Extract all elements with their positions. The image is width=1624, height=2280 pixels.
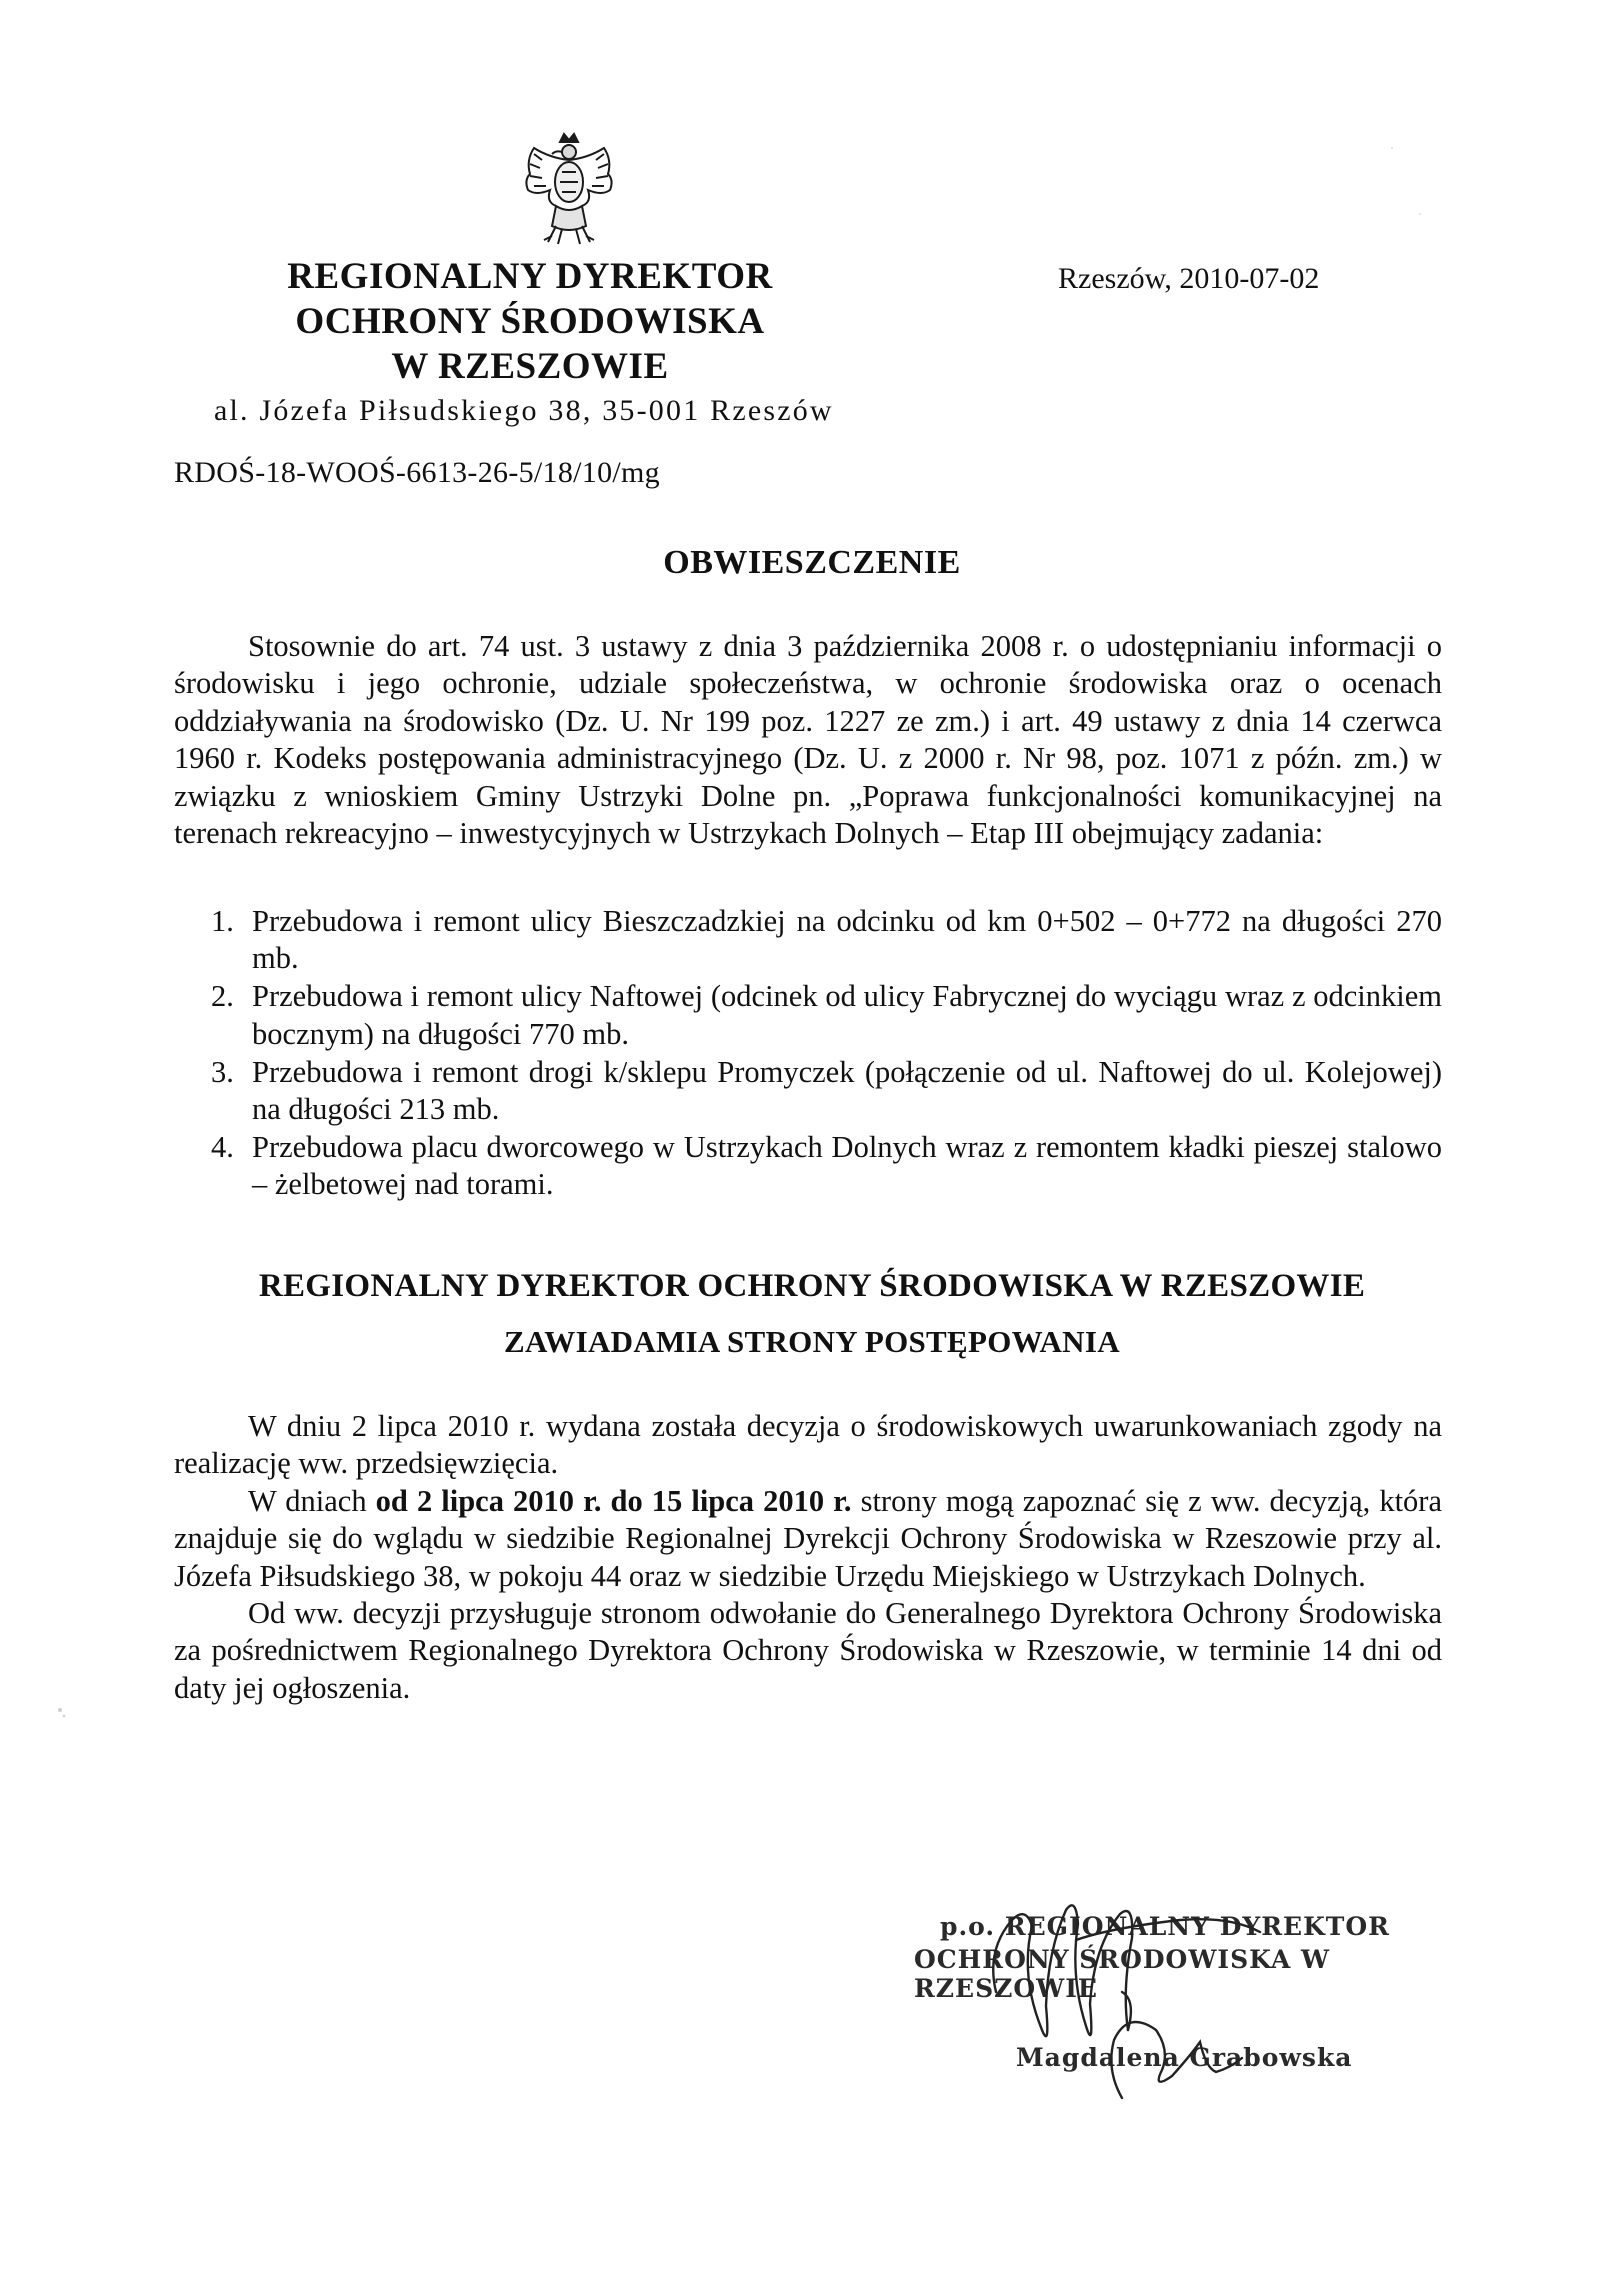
reference-number: RDOŚ-18-WOOŚ-6613-26-5/18/10/mg <box>174 456 660 489</box>
inspection-details: strony mogą zapoznać się z ww. decyzją, która znajduje się do wglądu w siedzibie Regionalnej Dyrekcji Ochrony Środowiska w Rzeszowie przy al. Józefa Piłsudskiego 38, w pokoju 44 oraz w siedzibie Urzędu Miejskiego w Ustrzykach Dolnych. <box>174 1483 1443 1593</box>
list-item-text: Przebudowa i remont ulicy Bieszczadzkiej na odcinku od km 0+502 – 0+772 na długości 270 mb. <box>252 904 1442 976</box>
polish-eagle-emblem-icon <box>516 130 622 248</box>
stamp-title-line: p.o. REGIONALNY DYREKTOR <box>940 1912 1390 1941</box>
appeal-paragraph: Od ww. decyzji przysługuje stronom odwołanie do Generalnego Dyrektora Ochrony Środowiska za pośrednictwem Regionalnego Dyrektora Ochrony Środowiska w Rzeszowie, w terminie 14 dni od daty jej ogłoszenia. <box>174 1596 1442 1705</box>
list-item <box>174 1054 1442 1129</box>
authority-line-3: W RZESZOWIE <box>391 346 669 387</box>
inspection-period: od 2 lipca 2010 r. do 15 lipca 2010 r. <box>375 1483 852 1518</box>
authority-address: al. Józefa Piłsudskiego 38, 35-001 Rzeszów <box>214 394 834 427</box>
list-item <box>174 1129 1442 1204</box>
handwritten-signature <box>900 1880 1420 2110</box>
notice-body <box>174 1408 1442 1707</box>
stamp-authority-line: OCHRONY ŚRODOWISKA W RZESZOWIE <box>914 1945 1331 2003</box>
list-item <box>174 903 1442 978</box>
issuing-authority <box>250 254 810 389</box>
document-title: OBWIESZCZENIE <box>663 544 961 581</box>
intro-paragraph: Stosownie do art. 74 ust. 3 ustawy z dnia 3 października 2008 r. o udostępnianiu informacji o środowisku i jego ochronie, udziale społeczeństwa, w ochronie środowiska oraz o ocenach oddziaływania na środowisko (Dz. U. Nr 199 poz. 1227 ze zm.) i art. 49 ustawy z dnia 14 czerwca 1960 r. Kodeks postępowania administracyjnego (Dz. U. z 2000 r. Nr 98, poz. 1071 z późn. zm.) w związku z wnioskiem Gminy Ustrzyki Dolne pn. „Poprawa funkcjonalności komunikacyjnej na terenach rekreacyjno – inwestycyjnych w Ustrzykach Dolnych – Etap III obejmujący zadania: <box>174 629 1442 851</box>
list-item <box>174 978 1442 1053</box>
inspection-paragraph <box>174 1483 1442 1595</box>
list-item-number: 1. <box>211 904 234 938</box>
authority-line-2: OCHRONY ŚRODOWISKA <box>295 301 765 342</box>
decision-paragraph: W dniu 2 lipca 2010 r. wydana została decyzja o środowiskowych uwarunkowaniach zgody na realizację ww. przedsięwzięcia. <box>174 1409 1442 1481</box>
section-heading-authority: REGIONALNY DYREKTOR OCHRONY ŚRODOWISKA W RZESZOWIE <box>258 1268 1366 1304</box>
list-item-number: 4. <box>211 1129 234 1164</box>
section-heading-notice: ZAWIADAMIA STRONY POSTĘPOWANIA <box>504 1324 1120 1359</box>
intro-section <box>174 628 1442 852</box>
list-item-text: Przebudowa i remont drogi k/sklepu Promyczek (połączenie od ul. Naftowej do ul. Kolejowej) na długości 213 mb. <box>252 1054 1442 1127</box>
list-item-text: Przebudowa i remont ulicy Naftowej (odcinek od ulicy Fabrycznej do wyciągu wraz z odcinkiem bocznym) na długości 770 mb. <box>252 979 1442 1051</box>
task-list <box>174 903 1442 1204</box>
list-item-number: 2. <box>211 979 234 1014</box>
stamp-signatory-name: Magdalena Grabowska <box>1016 2043 1353 2072</box>
authority-line-1: REGIONALNY DYREKTOR <box>287 256 773 297</box>
list-item-number: 3. <box>211 1054 234 1089</box>
place-and-date: Rzeszów, 2010-07-02 <box>1058 262 1320 295</box>
inspection-lead: W dniach <box>248 1483 376 1518</box>
list-item-text: Przebudowa placu dworcowego w Ustrzykach Dolnych wraz z remontem kładki pieszej stalowo – żelbetowej nad torami. <box>252 1129 1442 1202</box>
